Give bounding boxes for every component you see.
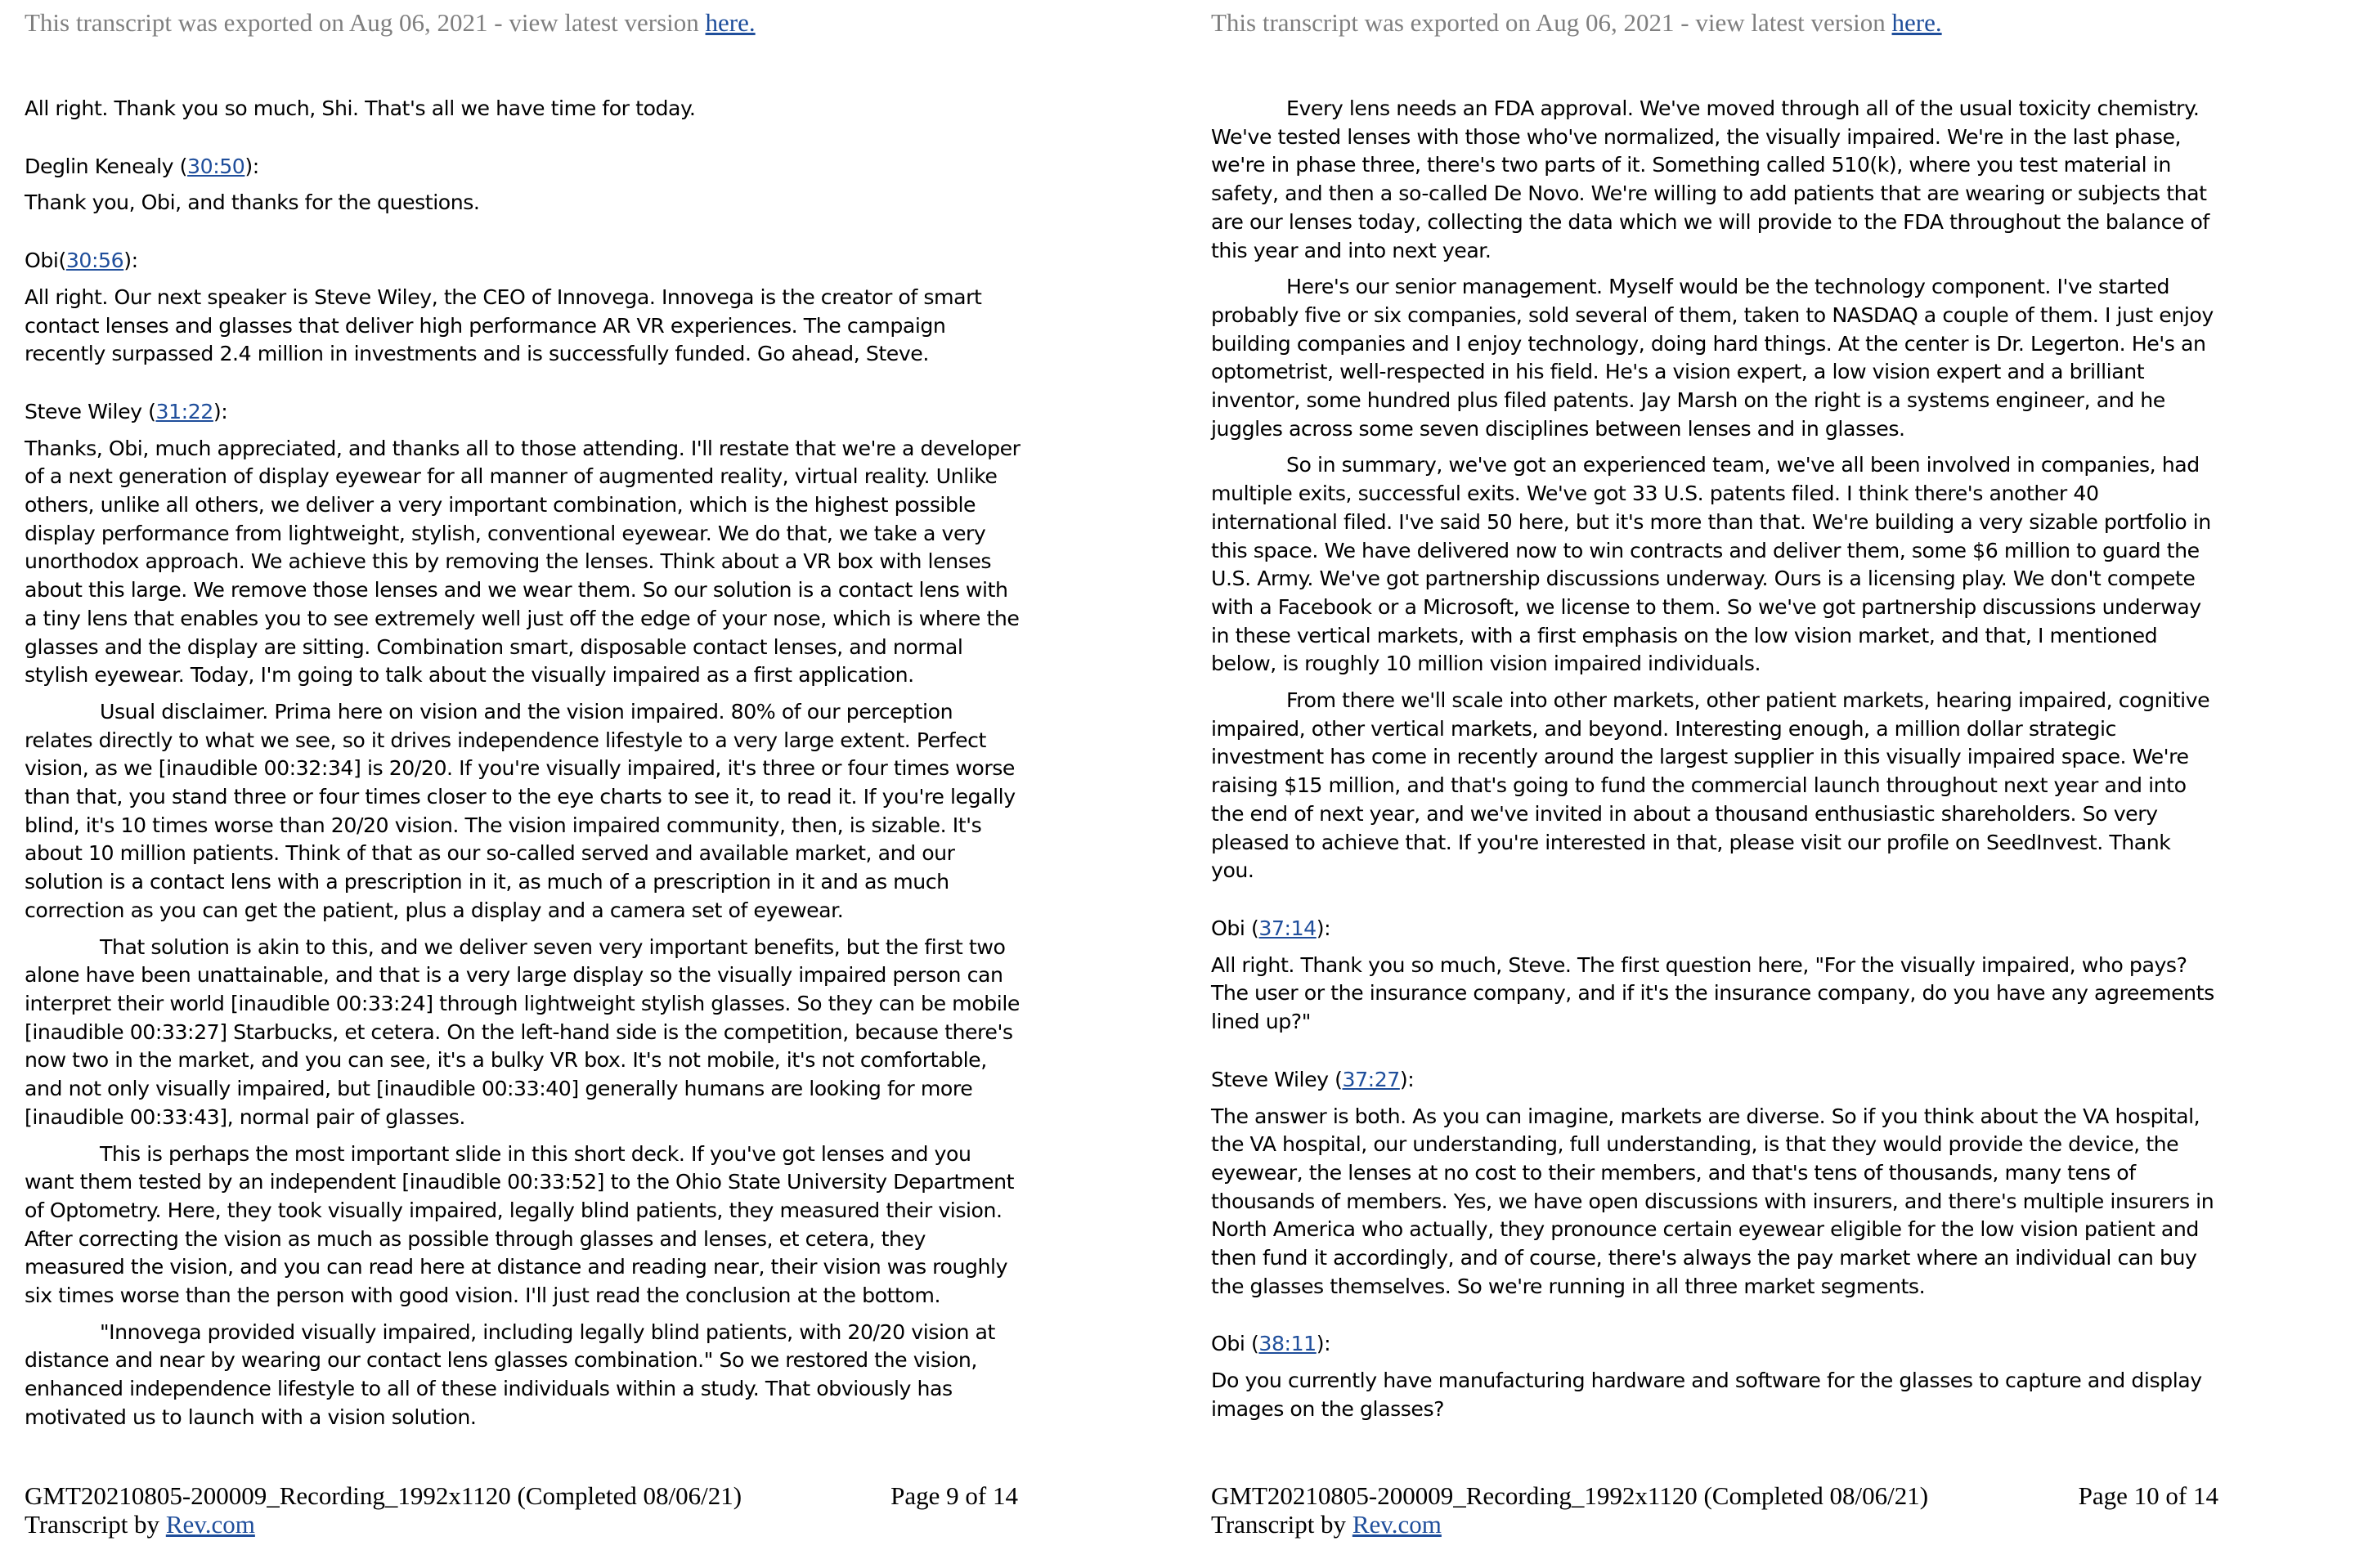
export-header: This transcript was exported on Aug 06, 2021 - view latest version here. xyxy=(1211,8,1942,37)
intro-line: All right. Thank you so much, Shi. That's all we have time for today. xyxy=(25,96,696,120)
transcript-body xyxy=(1211,95,2218,1424)
view-latest-link[interactable]: here. xyxy=(1891,8,1942,37)
page-number: Page 9 of 14 xyxy=(890,1481,1018,1510)
rev-link[interactable]: Rev.com xyxy=(1352,1510,1442,1539)
utterance: This is perhaps the most important slide in this short deck. If you've got lenses and you want them tested by an independent [inaudible 00:33:52] to the Ohio State University Department of Optometry. Here, they took visually impaired, legally blind patients, they measured their vision. After correcting the vision as much as possible through glasses and lenses, et cetera, they measured the vision, and you can read here at distance and reading near, their vision was roughly six times worse than the person with good vision. I'll just read the conclusion at the bottom. xyxy=(25,1141,1015,1308)
page-number: Page 10 of 14 xyxy=(2078,1481,2218,1510)
utterance: Every lens needs an FDA approval. We've moved through all of the usual toxicity chemistry. We've tested lenses with those who've normalized, the visually impaired. We're in the last phase, we're in phase three, there's two parts of it. Something called 510(k), where you test material in safety, and then a so-called De Novo. We're willing to add patients that are wearing or subjects that are our lenses today, collecting the data which we will provide to the FDA throughout the balance of this year and into next year. xyxy=(1211,96,2209,262)
timestamp-link[interactable]: 38:11 xyxy=(1258,1332,1317,1356)
transcript-body xyxy=(25,95,1021,1432)
utterance: All right. Our next speaker is Steve Wiley, the CEO of Innovega. Innovega is the creator of smart contact lenses and glasses that deliver high performance AR VR experiences. The campaign recently surpassed 2.4 million in investments and is successfully funded. Go ahead, Steve. xyxy=(25,284,982,366)
timestamp-link[interactable]: 30:56 xyxy=(65,249,124,273)
transcript-page-9 xyxy=(0,0,1186,1568)
recording-name: GMT20210805-200009_Recording_1992x1120 (Completed 08/06/21) xyxy=(1211,1481,1929,1510)
rev-link[interactable]: Rev.com xyxy=(165,1510,255,1539)
utterance: Thanks, Obi, much appreciated, and thanks all to those attending. I'll restate that we're a developer of a next generation of display eyewear for all manner of augmented reality, virtual reality. Unlike others, unlike all others, we deliver a very important combination, which is the highest possible display performance from lightweight, stylish, conventional eyewear. We do that, we take a very unorthodox approach. We achieve this by removing the lenses. Think about a VR box with lenses about this large. We remove those lenses and we wear them. So our solution is a contact lens with a tiny lens that enables you to see extremely well just off the edge of your nose, which is where the glasses and the display are sitting. Combination smart, disposable contact lenses, and normal stylish eyewear. Today, I'm going to talk about the visually impaired as a first application. xyxy=(25,436,1021,688)
utterance: Usual disclaimer. Prima here on vision and the vision impaired. 80% of our perception relates directly to what we see, so it drives independence lifestyle to a very large extent. Perfect vision, as we [inaudible 00:32:34] is 20/20. If you're visually impaired, it's three or four times worse than that, you stand three or four times closer to the eye charts to see it, to read it. If you're legally blind, it's 10 times worse than 20/20 vision. The vision impaired community, then, is sizable. It's about 10 million patients. Think of that as our so-called served and available market, and our solution is a contact lens with a prescription in it, as much of a prescription in it and as much correction as you can get the patient, plus a display and a camera set of eyewear. xyxy=(25,699,1016,922)
page-footer: GMT20210805-200009_Recording_1992x1120 (Completed 08/06/21) Page 9 of 14 Transcript by Rev.com xyxy=(25,1481,1018,1539)
speaker-line: Obi(30:56): xyxy=(25,249,138,273)
utterance: Here's our senior management. Myself would be the technology component. I've started probably five or six companies, sold several of them, taken to NASDAQ a couple of them. I just enjoy building companies and I enjoy technology, doing hard things. At the center is Dr. Legerton. He's an optometrist, well-respected in his field. He's a vision expert, a low vision expert and a brilliant inventor, some hundred plus filed patents. Jay Marsh on the right is a systems engineer, and he juggles across some seven disciplines between lenses and in glasses. xyxy=(1211,275,2214,441)
speaker-line: Steve Wiley (37:27): xyxy=(1211,1067,1415,1091)
utterance: So in summary, we've got an experienced team, we've all been involved in companies, had multiple exits, successful exits. We've got 33 U.S. patents filed. I think there's another 40 international filed. I've said 50 here, but it's more than that. We're building a very sizable portfolio in this space. We have delivered now to win contracts and deliver them, some $6 million to guard the U.S. Army. We've got partnership discussions underway. Ours is a licensing play. We don't compete with a Facebook or a Microsoft, we license to them. So we've got partnership discussions underway in these vertical markets, with a first emphasis on the low vision market, and that, I mentioned below, is roughly 10 million vision impaired individuals. xyxy=(1211,453,2211,676)
export-header: This transcript was exported on Aug 06, 2021 - view latest version here. xyxy=(25,8,756,37)
utterance: All right. Thank you so much, Steve. The first question here, "For the visually impaired, who pays? The user or the insurance company, and if it's the insurance company, do you have any agreements lined up?" xyxy=(1211,952,2214,1034)
view-latest-link[interactable]: here. xyxy=(705,8,756,37)
utterance: From there we'll scale into other markets, other patient markets, hearing impaired, cognitive impaired, other vertical markets, and beyond. Interesting enough, a million dollar strategic investment has come in recently around the largest supplier in this visually impaired space. We're raising $15 million, and that's going to fund the commercial launch throughout next year and into the end of next year, and we've invited in about a thousand enthusiastic shareholders. So very pleased to achieve that. If you're interested in that, please visit our profile on SeedInvest. Thank you. xyxy=(1211,688,2210,883)
utterance: That solution is akin to this, and we deliver seven very important benefits, but the first two alone have been unattainable, and that is a very large display so the visually impaired person can interpret their world [inaudible 00:33:24] through lightweight stylish glasses. So they can be mobile [inaudible 00:33:27] Starbucks, et cetera. On the left-hand side is the competition, because there's now two in the market, and you can see, it's a bulky VR box. It's not mobile, it's not comfortable, and not only visually impaired, but [inaudible 00:33:40] generally humans are looking for more [inaudible 00:33:43], normal pair of glasses. xyxy=(25,934,1020,1129)
page-footer: GMT20210805-200009_Recording_1992x1120 (Completed 08/06/21) Page 10 of 14 Transcript by Rev.com xyxy=(1211,1481,2218,1539)
utterance: Thank you, Obi, and thanks for the questions. xyxy=(25,190,480,215)
speaker-line: Obi (38:11): xyxy=(1211,1332,1331,1356)
speaker-line: Steve Wiley (31:22): xyxy=(25,399,228,423)
timestamp-link[interactable]: 30:50 xyxy=(187,154,245,178)
timestamp-link[interactable]: 37:14 xyxy=(1258,916,1317,940)
timestamp-link[interactable]: 37:27 xyxy=(1342,1067,1400,1091)
speaker-line: Deglin Kenealy (30:50): xyxy=(25,154,259,178)
speaker-line: Obi (37:14): xyxy=(1211,916,1331,940)
utterance: "Innovega provided visually impaired, including legally blind patients, with 20/20 vision at distance and near by wearing our contact lens glasses combination." So we restored the vision, enhanced independence lifestyle to all of these individuals within a study. That obviously has motivated us to launch with a vision solution. xyxy=(25,1319,995,1429)
timestamp-link[interactable]: 31:22 xyxy=(155,399,213,423)
transcript-page-10 xyxy=(1186,0,2373,1568)
utterance: The answer is both. As you can imagine, markets are diverse. So if you think about the VA hospital, the VA hospital, our understanding, full understanding, is that they would provide the device, the eyewear, the lenses at no cost to their members, and that's tens of thousands, many tens of thousands of members. Yes, we have open discussions with insurers, and there's multiple insurers in North America who actually, they pronounce certain eyewear eligible for the low vision patient and then fund it accordingly, and of course, there's always the pay market where an individual can buy the glasses themselves. So we're running in all three market segments. xyxy=(1211,1104,2214,1298)
utterance: Do you currently have manufacturing hardware and software for the glasses to capture and display images on the glasses? xyxy=(1211,1369,2202,1421)
recording-name: GMT20210805-200009_Recording_1992x1120 (Completed 08/06/21) xyxy=(25,1481,742,1510)
